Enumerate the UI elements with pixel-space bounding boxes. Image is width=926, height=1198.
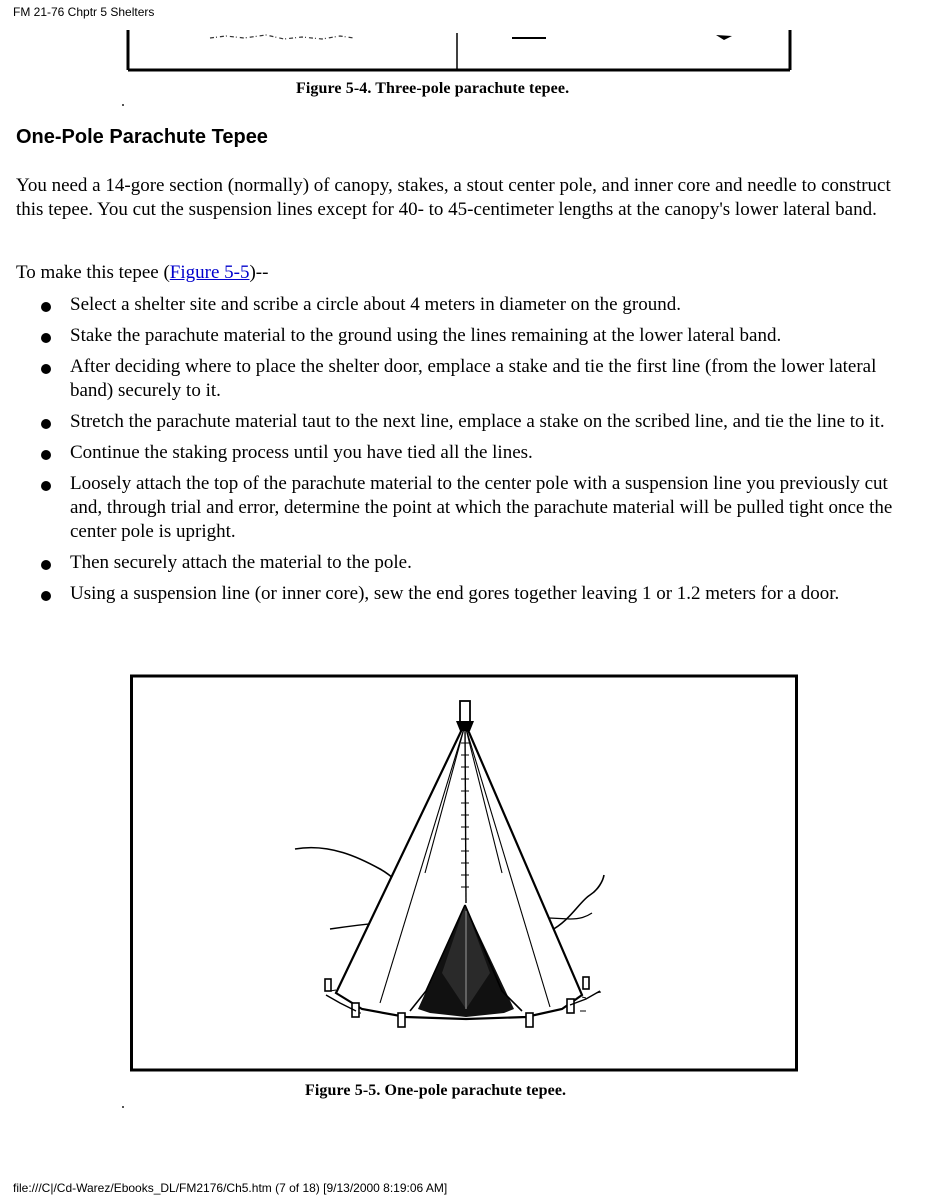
- lead-prefix: To make this tepee (: [16, 262, 170, 283]
- instruction-list: [20, 293, 912, 613]
- figure-5-5-caption: Figure 5-5. One-pole parachute tepee.: [305, 1082, 567, 1099]
- list-item-text: Loosely attach the top of the parachute material to the center pole with a suspension line you previously cut and, through trial and error, determine the point at which the parachute material will be pulled tight once the center pole is upright.: [70, 473, 893, 542]
- figure-5-5-image: [130, 673, 799, 1075]
- list-item: [20, 551, 912, 575]
- stray-mark: [122, 1106, 124, 1108]
- figure-5-4-caption: Figure 5-4. Three-pole parachute tepee.: [296, 80, 570, 97]
- intro-paragraph: You need a 14-gore section (normally) of canopy, stakes, a stout center pole, and inner core and needle to construct this tepee. You cut the suspension lines except for 40- to 45-centimeter lengths at the canopy's lower lateral band.: [16, 175, 891, 220]
- bullet-icon: [41, 419, 51, 429]
- list-item-text: Using a suspension line (or inner core), sew the end gores together leaving 1 or 1.2 meters for a door.: [70, 583, 840, 604]
- lead-suffix: )--: [249, 262, 269, 283]
- list-item: [20, 355, 912, 403]
- list-item-text: Then securely attach the material to the pole.: [70, 552, 412, 573]
- list-item-text: Continue the staking process until you have tied all the lines.: [70, 442, 533, 463]
- bullet-icon: [41, 450, 51, 460]
- list-item: [20, 293, 912, 317]
- stray-mark: [122, 104, 124, 106]
- bullet-icon: [41, 333, 51, 343]
- bullet-icon: [41, 591, 51, 601]
- list-item-text: Select a shelter site and scribe a circle about 4 meters in diameter on the ground.: [70, 294, 681, 315]
- page-footer-path: file:///C|/Cd-Warez/Ebooks_DL/FM2176/Ch5.htm (7 of 18) [9/13/2000 8:19:06 AM]: [13, 1181, 448, 1195]
- bullet-icon: [41, 560, 51, 570]
- bullet-icon: [41, 302, 51, 312]
- list-item: [20, 582, 912, 606]
- figure-5-4-image: [126, 0, 792, 72]
- figure-5-5-link[interactable]: Figure 5-5: [169, 262, 250, 283]
- list-item: [20, 441, 912, 465]
- list-item-text: After deciding where to place the shelter door, emplace a stake and tie the first line (from the lower lateral band) securely to it.: [70, 356, 877, 401]
- list-item-text: Stretch the parachute material taut to the next line, emplace a stake on the scribed line, and tie the line to it.: [70, 411, 885, 432]
- section-heading: One-Pole Parachute Tepee: [16, 126, 268, 148]
- list-item: [20, 472, 912, 544]
- bullet-icon: [41, 481, 51, 491]
- page-header-title: FM 21-76 Chptr 5 Shelters: [13, 5, 155, 19]
- list-item: [20, 324, 912, 348]
- list-item-text: Stake the parachute material to the ground using the lines remaining at the lower lateral band.: [70, 325, 782, 346]
- lead-in-paragraph: [16, 261, 896, 285]
- bullet-icon: [41, 364, 51, 374]
- list-item: [20, 410, 912, 434]
